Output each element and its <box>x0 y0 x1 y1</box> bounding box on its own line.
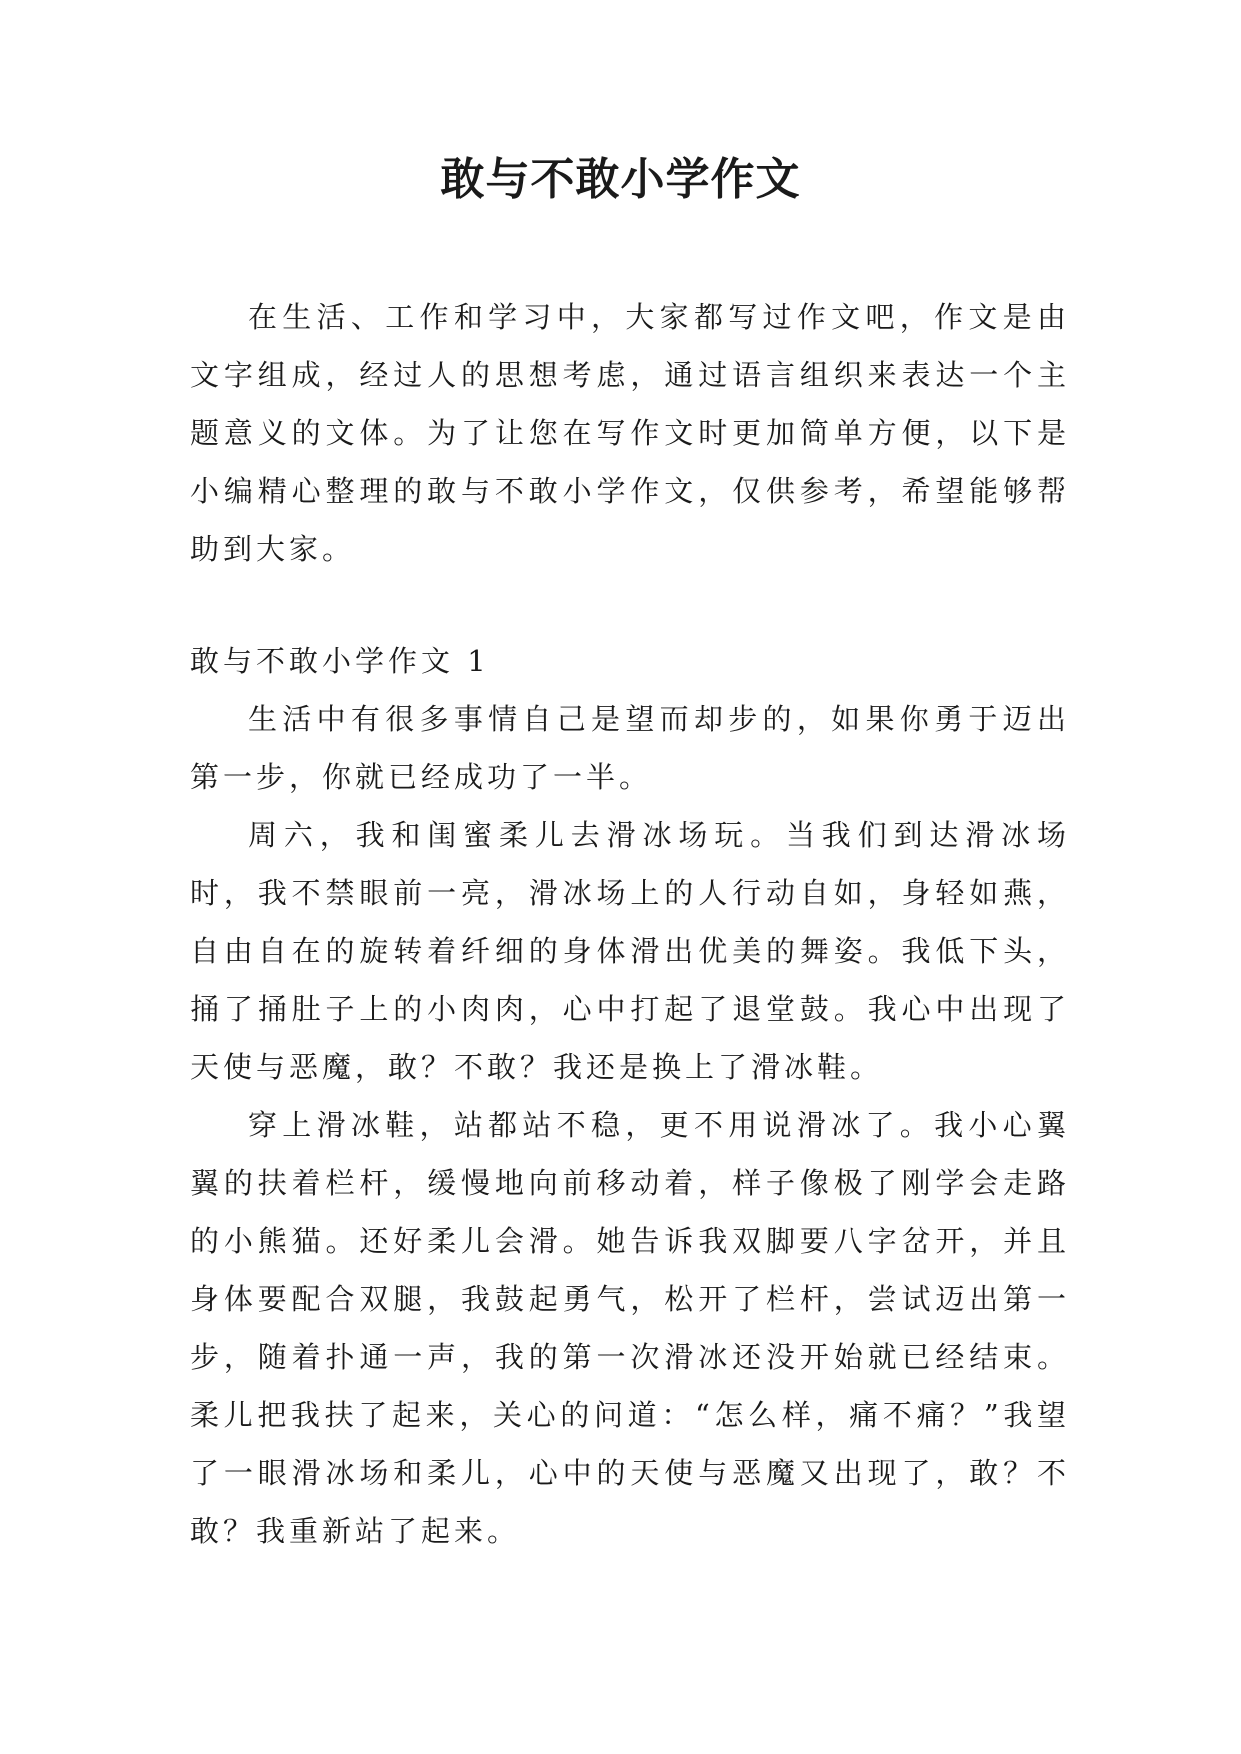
body-paragraph-1: 生活中有很多事情自己是望而却步的，如果你勇于迈出第一步，你就已经成功了一半。 <box>190 702 1070 794</box>
body-paragraph-2: 周六，我和闺蜜柔儿去滑冰场玩。当我们到达滑冰场时，我不禁眼前一亮，滑冰场上的人行动自如，身轻如燕，自由自在的旋转着纤细的身体滑出优美的舞姿。我低下头，捅了捅肚子上的小肉肉，心中打起了退堂鼓。我心中出现了天使与恶魔，敢？不敢？我还是换上了滑冰鞋。 <box>190 818 1070 1084</box>
document-body <box>190 288 1070 1560</box>
body-paragraph-3: 穿上滑冰鞋，站都站不稳，更不用说滑冰了。我小心翼翼的扶着栏杆，缓慢地向前移动着，样子像极了刚学会走路的小熊猫。还好柔儿会滑。她告诉我双脚要八字岔开，并且身体要配合双腿，我鼓起勇气，松开了栏杆，尝试迈出第一步，随着扑通一声，我的第一次滑冰还没开始就已经结束。柔儿把我扶了起来，关心的问道：“怎么样，痛不痛？”我望了一眼滑冰场和柔儿，心中的天使与恶魔又出现了，敢？不敢？我重新站了起来。 <box>190 1108 1070 1548</box>
section-heading: 敢与不敢小学作文 1 <box>190 644 490 678</box>
intro-paragraph: 在生活、工作和学习中，大家都写过作文吧，作文是由文字组成，经过人的思想考虑，通过语言组织来表达一个主题意义的文体。为了让您在写作文时更加简单方便，以下是小编精心整理的敢与不敢小学作文，仅供参考，希望能够帮助到大家。 <box>190 300 1070 566</box>
document-title: 敢与不敢小学作文 <box>440 154 801 205</box>
